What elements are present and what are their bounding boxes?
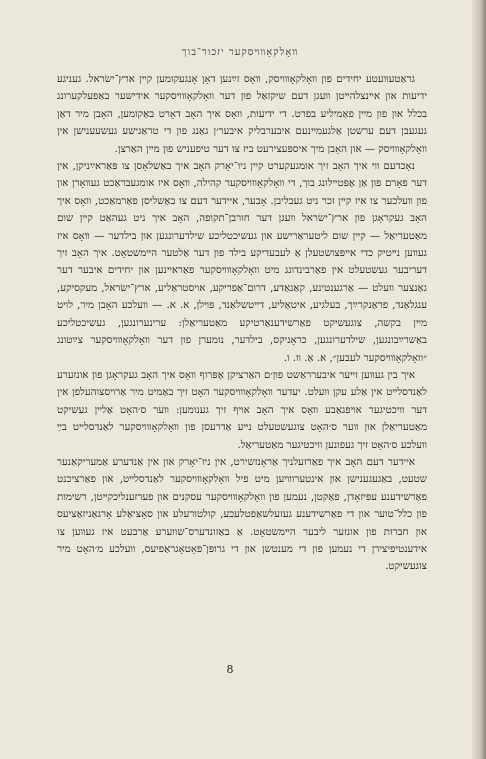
paragraph-1: גראַטעװעטע יחידים פון װאָלקאָװױסק, װאָס זײַנען דאָן אָנגעקומען קײן ארץ־ישׂראל. געניגע ידיעות און אײנצלהײטן װעגן דעם שיקזאַל פון דער װאָלקאָװױסקער אידישער באַפעלקערונג בכלל און פון מײן פאַמיליע בפרט. די ידיעות, װאָס איך האָב דאָרט באַקומען, האָבן מיר דאַן געגעבן דעם ערשטן אַלגעמײנעם איבערבליק איבער׳ן גאַנג פון די טראַגישע געשעענישן אין װאָלקאָװױסק — און האָבן מיך איספּעצירעט ביז צו דער טיפעניש פון מײן האַרצן.: [57, 74, 427, 155]
paragraph-4: איידער דעם האָב איך פאַרזעלניך אַראָנזשירט, אין ניו־יאָרק און אין אַנדערע אַמעריקאַנער שטעט, באַגעגענישן און אינטערװױען מיט פיל װאָלקאָװױסקער לאַנדסלײט, און פאַרציכנט פאַרשידענע עפּיזאָדן, פאַקטן, נעמען פון װאָלקאָװױסקער עסקנים און פערזענליכקײטן, רשימות פון כלל־טוער און די פאַרשידענע געזעלשאַפטלעכע, קולטורעלע און סאָציאַלע אָרגאַניזאַציעס און חברות פון אונזער ליבער הײמשטאָט. אַ באַזונדערס־שװערע אַרבעט איז געװען צו אידענטיפיצירן די נעמען פון די מענטשן און די גרופּן־פאָטאָגראַפיעס, װעלכע מ׳האָט מיר צוגעשיקט.: [57, 456, 427, 573]
body-text: [57, 71, 427, 576]
paragraph-2: נאָכדעם װי איך האָב זיך אומגעקערט קײן ניו־יאָרק האָב איך באַשלאָסן צו פּאַראײַניקן, אין דער פאָרם פון אַן אָפּטײלונג בוך, די װאָלקאָװױסקער קהילה, װאָס איז אומגעבראַכט געװאָרן און פון װעלכער צו איז קײן זכר ניט געבליבן. אָבער, איידער דעם צו באַשליסן פאַרמאַכט, װאָס איך האָב געקראָגן פון ארץ־ישׂראל װעגן דער חורבן־תקופה, האָב איך ניט געהאַט קײן שום מאַטעריאַל — קײן שום ליטעראַרישע און געשיכטליכע שילדערונגען און בילדער — װאָס איז געװען נײטיק כדי אײפּצושטעלן אַ לעבעדיקע בילד פון דער אַלטער הײמשטאָט. איך האָב זיך דעריבער געשטעלט אין פאַרבינדונג מיט װאָלקאָװױסקער פאַראײנען און יחידים איבער דער גאַנצער װעלט — אַרגענטינע, קאַנאַדע, דרום־אַפריקע, אױסטראַליע, ארץ־ישׂראל, מעקסיקע, ענגלאַנד, פראַנקרײַך, בעלגיע, איטאַליע, דײטשלאַנד, פּױלן, א. א. — װעלכע האָבן מיר, לױט מײן בקשה, צוגעשיקט פאַרשידענאַרטיקע מאַטעריאַלן: ערינערונגען, געשיכטליכע באַשרײַבונגען, שילדערונגען, כראָניקס, בילדער, נומערן פון דער װאָלקאָװױסקער צײַטונג ״װאָלקאָװױסקער לעבען״, א. אַ. װ. ו.: [57, 161, 427, 364]
paragraph-3: איך בין געװען זײער איבערראַשט פון׳ם האַרציקן אָפּרוף װאָס איך האָב געקראָגן פון אונזערע לאַנדסלײט אין אַלע עקן װעלט. יעדער װאָלקאָװױסקער האָט זיך באַמיט מיר אַרױסצוהעלפן אין דער װיכטיגער אױפגאַבע װאָס איך האָב אױף זיך גענומען: װער ס׳האָט אַלײן געשיקט מאַטעריאַלן און װער ס׳האָט צוגעשטעלט נײע אַדרעסן פון װאָלקאָװױסקער לאַנדסלײט בײַ װעלכע ס׳האָט זיך געפונען װיכטיגער מאַטעריאַל.: [57, 369, 427, 451]
running-head: װאָלקאָװױסקער יזכור־בוך: [181, 47, 299, 58]
book-spine-shadow: [472, 0, 486, 759]
page-number: 8: [226, 663, 234, 676]
